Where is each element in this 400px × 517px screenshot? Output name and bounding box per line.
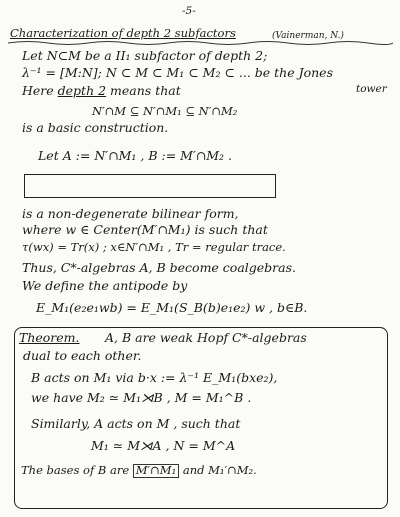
line-6: Let A := N′∩M₁ , B := M′∩M₂ . xyxy=(38,148,233,163)
theorem-line-3: B acts on M₁ via b·x := λ⁻¹ E_M₁(bxe₂), xyxy=(31,370,278,385)
line-5: is a basic construction. xyxy=(22,120,169,135)
page-title: Characterization of depth 2 subfactors xyxy=(10,26,236,40)
line-3 xyxy=(22,85,181,98)
line-2: λ⁻¹ = [M:N]; N ⊂ M ⊂ M₁ ⊂ M₂ ⊂ ... be the Jones xyxy=(22,65,333,80)
line-9: τ(wx) = Tr(x) ; x∈N′∩M₁ , Tr = regular trace. xyxy=(22,240,286,254)
title-credit: (Vainerman, N.) xyxy=(272,31,344,41)
line-3-depth2: depth 2 xyxy=(57,83,107,98)
line-3-post: means that xyxy=(110,83,181,98)
line-11: We define the antipode by xyxy=(22,278,188,293)
theorem-title: Theorem. xyxy=(19,330,80,345)
theorem-line-1: A, B are weak Hopf C*-algebras xyxy=(105,330,307,345)
line-1: Let N⊂M be a II₁ subfactor of depth 2; xyxy=(22,48,268,63)
line-8: where w ∈ Center(M′∩M₁) is such that xyxy=(22,222,268,237)
line-4: N′∩M ⊆ N′∩M₁ ⊆ N′∩M₂ xyxy=(92,104,238,118)
theorem-line-2: dual to each other. xyxy=(23,348,142,363)
page-number: -5- xyxy=(182,5,196,17)
theorem-line-7-pre: The bases of B are xyxy=(21,463,130,477)
boxed-definition xyxy=(24,174,276,198)
theorem-line-7-mid: M′∩M₁ xyxy=(133,464,179,478)
line-2-tower: tower xyxy=(356,83,387,95)
line-3-pre: Here xyxy=(22,83,54,98)
line-7: is a non-degenerate bilinear form, xyxy=(22,206,239,221)
theorem-box xyxy=(14,327,388,509)
theorem-line-5: Similarly, A acts on M , such that xyxy=(31,416,241,431)
title-underline xyxy=(8,40,393,46)
theorem-line-7 xyxy=(21,464,257,478)
theorem-line-7-post: and M₁′∩M₂. xyxy=(182,463,257,477)
line-10: Thus, C*-algebras A, B become coalgebras. xyxy=(22,260,296,275)
line-12: E_M₁(e₂e₁wb) = E_M₁(S_B(b)e₁e₂) w , b∈B. xyxy=(36,300,308,315)
theorem-line-4: we have M₂ ≃ M₁⋊B , M = M₁^B . xyxy=(31,390,252,405)
theorem-line-6: M₁ ≃ M⋊A , N = M^A xyxy=(91,438,236,453)
theorem-label xyxy=(19,332,80,345)
